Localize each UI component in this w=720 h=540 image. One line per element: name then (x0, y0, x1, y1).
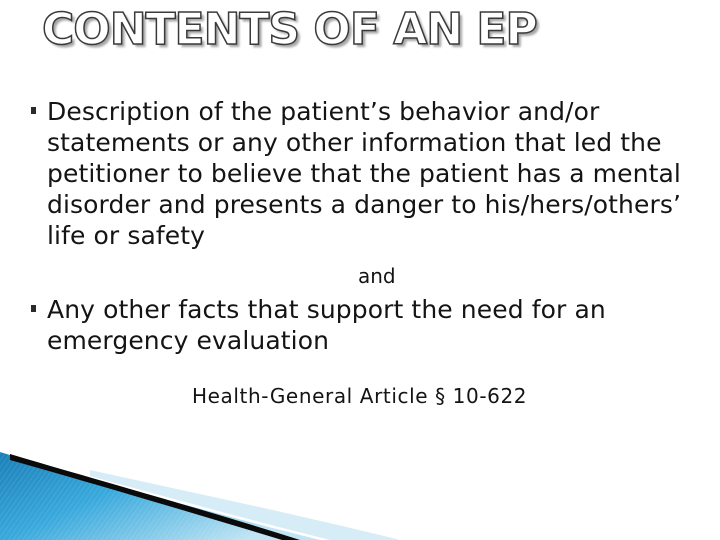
bullet-text: Any other facts that support the need for an emergency evaluation (47, 295, 606, 355)
bullet-text: Description of the patient’s behavior and/or statements or any other information that led the petitioner to believe that the patient has a mental disorder and presents a danger to his/hers/others’ life or safety (47, 97, 682, 250)
slide-title: CONTENTS OF AN EP (42, 4, 537, 55)
swoosh-blue-hatch (0, 452, 320, 540)
statute-citation: Health-General Article § 10-622 (192, 384, 528, 408)
connector-text: and (358, 264, 396, 288)
